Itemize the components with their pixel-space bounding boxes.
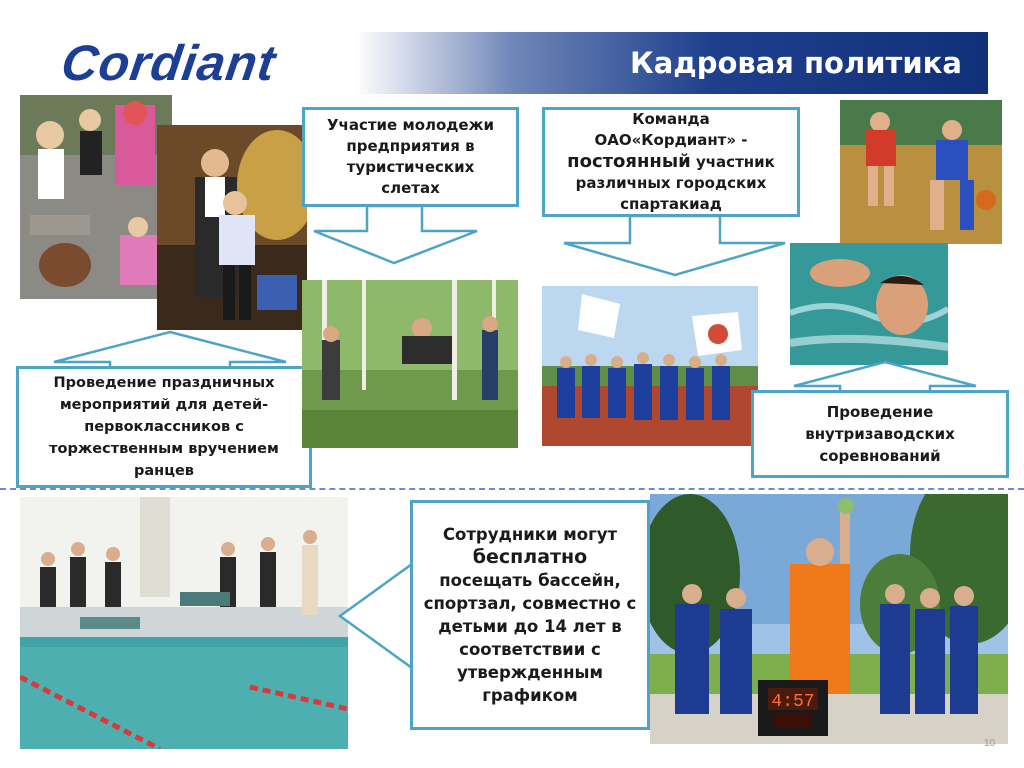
page-number: 10 (984, 738, 996, 749)
pool-box (410, 500, 650, 730)
pool-text-line3: посещать бассейн, спортзал, совместно с детьми до 14 лет в соответствии с утвержденным графиком (423, 571, 637, 705)
indoor-pool-photo (20, 497, 348, 749)
section-divider (0, 488, 1024, 490)
backpack-ceremony-photo (157, 125, 307, 330)
basketball-photo (840, 100, 1002, 244)
forest-tourism-photo (302, 280, 518, 448)
holiday-box (16, 366, 312, 488)
cordiant-logo: Cordiant (58, 35, 280, 91)
team-text-line2: постоянный (567, 151, 691, 172)
swimmer-photo (790, 243, 948, 365)
outdoor-team-photo (650, 494, 1008, 744)
team-text-line3: участник различных городских спартакиад (575, 153, 775, 213)
team-text-line1: Команда ОАО«Кордиант» - (594, 110, 748, 149)
children-drawing-photo (20, 95, 172, 299)
svg-text:4:57: 4:57 (771, 692, 815, 712)
pool-text-line2: бесплатно (472, 546, 588, 568)
holiday-text: Проведение праздничных мероприятий для детей-первоклассников с торжественным вручением ранцев (49, 375, 279, 479)
page-title: Кадровая политика (630, 46, 962, 80)
youth-tourism-box (302, 107, 519, 207)
competitions-text: Проведение внутризаводских соревнований (805, 403, 955, 465)
parade-photo (542, 286, 758, 446)
youth-tourism-text: Участие молодежи предприятия в туристических слетах (326, 116, 495, 197)
pool-text-line1: Сотрудники могут (442, 525, 618, 544)
youth-down-arrow (312, 205, 482, 265)
competitions-box (751, 390, 1009, 478)
team-down-arrow (560, 215, 790, 277)
team-box (542, 107, 800, 217)
pool-left-arrow (336, 560, 416, 672)
